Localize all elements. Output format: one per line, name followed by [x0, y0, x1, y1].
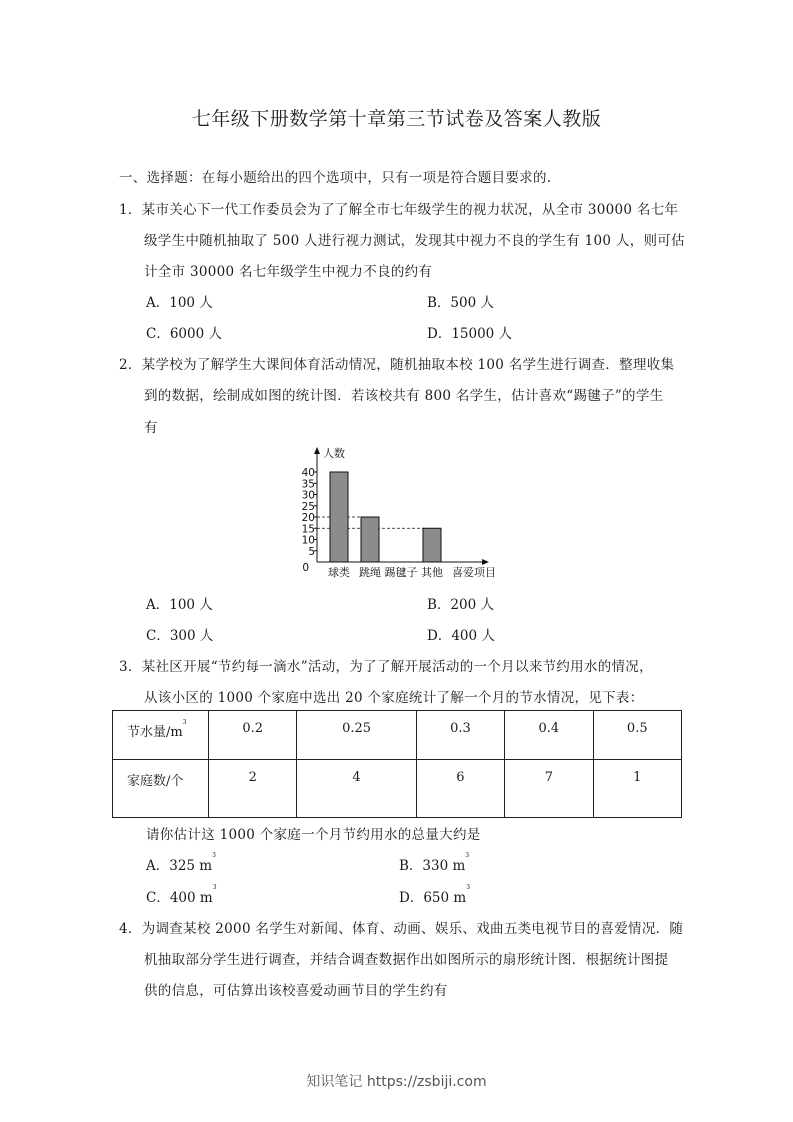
table-header-cell: 节水量$/m^3$: [113, 711, 209, 760]
y-tick-label: 5: [308, 545, 315, 558]
page-title: 七年级下册数学第十章第三节试卷及答案人教版: [191, 108, 602, 130]
table-cell: 0.4: [505, 711, 593, 760]
x-category-label: 球类: [328, 566, 350, 579]
table-cell: 0.3: [416, 711, 504, 760]
bar-chart: [290, 440, 510, 585]
question-3-line-2: 从该小区的 1000 个家庭中选出 20 个家庭统计了解一个月的节水情况，见下表：: [144, 690, 644, 706]
table-header-cell: 家庭数/个: [113, 760, 209, 818]
question-1-option-a[interactable]: A．100 人: [146, 295, 213, 311]
table-cell: 0.25: [297, 711, 416, 760]
table-cell: 6: [416, 760, 504, 818]
y-tick-label: 35: [301, 478, 315, 491]
table-cell: 0.2: [209, 711, 297, 760]
water-saving-table: [112, 710, 682, 818]
question-2-option-c[interactable]: C．300 人: [146, 628, 214, 644]
question-4-line-1: 4．为调查某校 2000 名学生对新闻、体育、动画、娱乐、戏曲五类电视节目的喜爱情况．随: [119, 921, 684, 937]
y-tick-label: 30: [301, 489, 315, 502]
table-cell: 4: [297, 760, 416, 818]
table-row: [113, 711, 682, 760]
question-2-line-3: 有: [144, 420, 158, 436]
table-cell: 0.5: [593, 711, 681, 760]
x-axis-label: 喜爱项目: [452, 566, 496, 579]
question-1-line-3: 计全市 30000 名七年级学生中视力不良的约有: [144, 264, 433, 280]
question-4-line-3: 供的信息，可估算出该校喜爱动画节目的学生约有: [144, 983, 448, 999]
question-3-option-d[interactable]: D．650 $m^3$: [399, 884, 471, 906]
origin-label: 0: [302, 562, 309, 574]
question-2-option-a[interactable]: A．100 人: [146, 597, 213, 613]
y-tick-label: 10: [301, 534, 315, 547]
question-2-line-1: 2．某学校为了解学生大课间体育活动情况，随机抽取本校 100 名学生进行调查．整理收集: [119, 357, 675, 373]
bar: [361, 517, 379, 562]
y-tick-label: 40: [301, 467, 315, 479]
question-3-line-1: 3．某社区开展“节约每一滴水”活动，为了了解开展活动的一个月以来节约用水的情况，: [119, 659, 653, 675]
question-1-line-2: 级学生中随机抽取了 500 人进行视力测试，发现其中视力不良的学生有 100 人，则可估: [144, 233, 685, 249]
question-3-option-a[interactable]: A．325 $m^3$: [146, 852, 216, 874]
table-cell: 2: [209, 760, 297, 818]
question-2-option-d[interactable]: D．400 人: [427, 628, 495, 644]
footer-watermark: 知识笔记 https://zsbiji.com: [306, 1074, 487, 1090]
question-1-option-b[interactable]: B．500 人: [427, 295, 494, 311]
question-2-option-b[interactable]: B．200 人: [427, 597, 494, 613]
x-category-label: 其他: [421, 566, 443, 579]
question-3-option-b[interactable]: B．330 $m^3$: [399, 852, 470, 874]
x-category-label: 踢毽子: [384, 566, 418, 579]
x-category-label: 跳绳: [359, 566, 381, 579]
y-tick-label: 25: [301, 500, 315, 513]
table-cell: 7: [505, 760, 593, 818]
question-3-option-c[interactable]: C．400 $m^3$: [146, 884, 217, 906]
question-1-option-c[interactable]: C．6000 人: [146, 326, 222, 342]
table-row: [113, 760, 682, 818]
y-axis-label: 人数: [323, 447, 345, 460]
question-2-line-2: 到的数据，绘制成如图的统计图．若该校共有 800 名学生，估计喜欢“踢毽子”的学生: [144, 388, 664, 404]
bar: [330, 472, 348, 562]
question-3-prompt: 请你估计这 1000 个家庭一个月节约用水的总量大约是: [146, 827, 481, 843]
question-4-line-2: 机抽取部分学生进行调查，并结合调查数据作出如图所示的扇形统计图．根据统计图提: [144, 952, 669, 968]
section-heading: 一、选择题：在每小题给出的四个选项中，只有一项是符合题目要求的.: [119, 170, 552, 186]
table-cell: 1: [593, 760, 681, 818]
question-1-option-d[interactable]: D．15000 人: [427, 326, 513, 342]
question-1-line-1: 1．某市关心下一代工作委员会为了了解全市七年级学生的视力状况，从全市 30000 名七年: [119, 202, 679, 218]
bar: [423, 528, 441, 562]
y-tick-label: 20: [301, 512, 315, 524]
y-tick-label: 15: [301, 523, 315, 536]
